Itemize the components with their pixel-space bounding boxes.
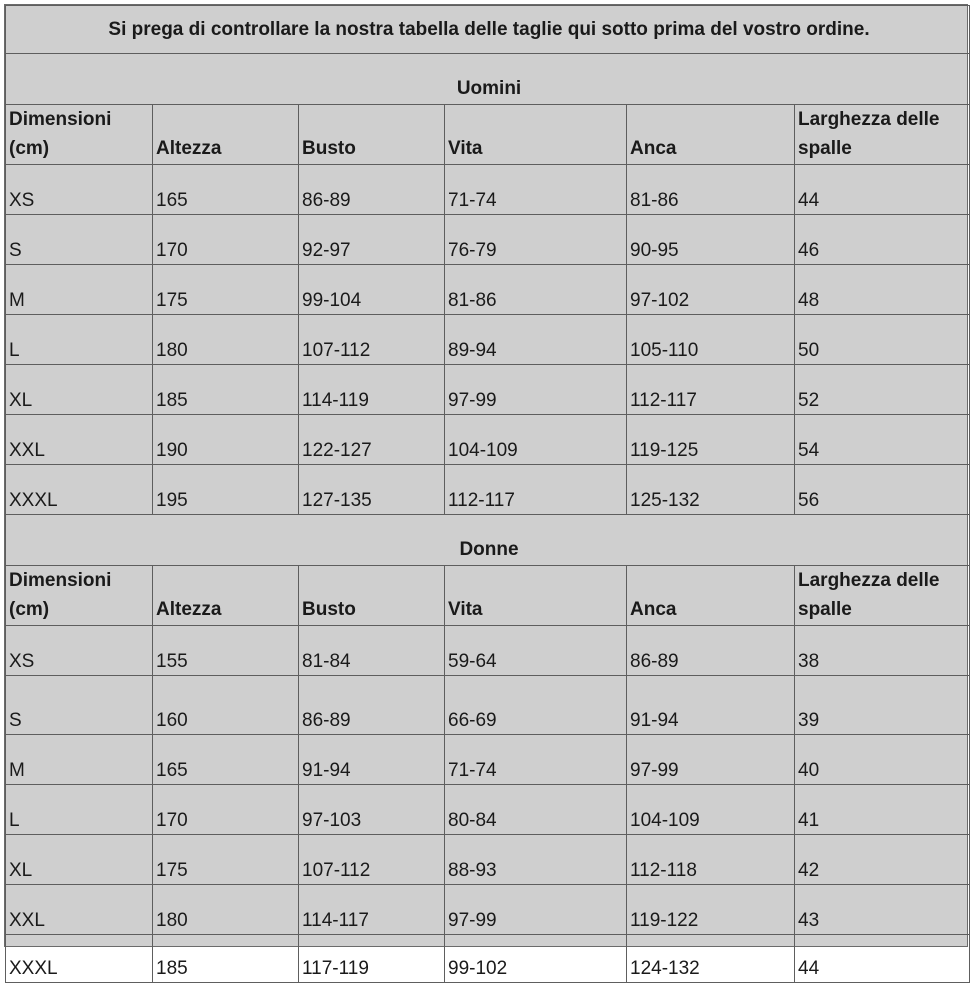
cell-waist: 71-74	[445, 735, 627, 785]
header-shoulder	[795, 105, 970, 165]
cell-hip: 81-86	[627, 165, 795, 215]
header-hip: Anca	[627, 566, 795, 626]
cell-hip: 104-109	[627, 785, 795, 835]
cell-waist: 99-102	[445, 935, 627, 983]
cell-size: XL	[6, 365, 153, 415]
cell-shoulder: 40	[795, 735, 970, 785]
cell-bust: 107-112	[299, 835, 445, 885]
cell-height: 180	[153, 885, 299, 935]
cell-size: XXL	[6, 415, 153, 465]
cell-shoulder: 44	[795, 165, 970, 215]
header-size-line2: (cm)	[9, 599, 50, 620]
cell-shoulder: 41	[795, 785, 970, 835]
cell-shoulder: 54	[795, 415, 970, 465]
cell-waist: 59-64	[445, 626, 627, 676]
cell-waist: 104-109	[445, 415, 627, 465]
cell-height: 170	[153, 215, 299, 265]
cell-size: S	[6, 676, 153, 735]
cell-bust: 114-117	[299, 885, 445, 935]
header-shoulder-line2: spalle	[798, 138, 852, 159]
cell-size: L	[6, 785, 153, 835]
cell-size: M	[6, 265, 153, 315]
cell-hip: 91-94	[627, 676, 795, 735]
table-row	[6, 885, 970, 935]
cell-height: 180	[153, 315, 299, 365]
cell-hip: 90-95	[627, 215, 795, 265]
cell-bust: 114-119	[299, 365, 445, 415]
header-size-line1: Dimensioni	[9, 570, 112, 591]
cell-height: 175	[153, 835, 299, 885]
cell-size: S	[6, 215, 153, 265]
cell-hip: 105-110	[627, 315, 795, 365]
cell-bust: 127-135	[299, 465, 445, 515]
header-shoulder	[795, 566, 970, 626]
cell-hip: 86-89	[627, 626, 795, 676]
header-bust: Busto	[299, 566, 445, 626]
table-row	[6, 215, 970, 265]
cell-hip: 119-122	[627, 885, 795, 935]
cell-shoulder: 38	[795, 626, 970, 676]
header-size	[6, 105, 153, 165]
table-row	[6, 165, 970, 215]
cell-shoulder: 43	[795, 885, 970, 935]
cell-hip: 125-132	[627, 465, 795, 515]
cell-waist: 66-69	[445, 676, 627, 735]
cell-waist: 71-74	[445, 165, 627, 215]
cell-hip: 119-125	[627, 415, 795, 465]
cell-size: XL	[6, 835, 153, 885]
table-row	[6, 365, 970, 415]
cell-bust: 122-127	[299, 415, 445, 465]
cell-size: XXXL	[6, 465, 153, 515]
cell-waist: 97-99	[445, 365, 627, 415]
cell-height: 155	[153, 626, 299, 676]
cell-size: XS	[6, 626, 153, 676]
table-row	[6, 626, 970, 676]
cell-height: 160	[153, 676, 299, 735]
cell-shoulder: 42	[795, 835, 970, 885]
cell-shoulder: 46	[795, 215, 970, 265]
table-row	[6, 465, 970, 515]
cell-height: 165	[153, 735, 299, 785]
cell-bust: 117-119	[299, 935, 445, 983]
women-header-row	[6, 566, 970, 626]
men-section-label: Uomini	[6, 54, 970, 105]
cell-waist: 81-86	[445, 265, 627, 315]
men-section-row	[6, 54, 970, 105]
header-hip: Anca	[627, 105, 795, 165]
cell-bust: 86-89	[299, 676, 445, 735]
header-shoulder-line1: Larghezza delle	[798, 570, 940, 591]
cell-hip: 97-102	[627, 265, 795, 315]
table-row	[6, 785, 970, 835]
cell-waist: 112-117	[445, 465, 627, 515]
header-size-line2: (cm)	[9, 138, 50, 159]
table-row	[6, 835, 970, 885]
cell-hip: 97-99	[627, 735, 795, 785]
cell-size: XXL	[6, 885, 153, 935]
table-row	[6, 676, 970, 735]
table-row	[6, 415, 970, 465]
cell-shoulder: 39	[795, 676, 970, 735]
cell-height: 170	[153, 785, 299, 835]
men-header-row	[6, 105, 970, 165]
header-bust: Busto	[299, 105, 445, 165]
cell-bust: 91-94	[299, 735, 445, 785]
header-shoulder-line2: spalle	[798, 599, 852, 620]
cell-size: M	[6, 735, 153, 785]
cell-bust: 99-104	[299, 265, 445, 315]
cell-height: 185	[153, 935, 299, 983]
cell-waist: 97-99	[445, 885, 627, 935]
cell-waist: 89-94	[445, 315, 627, 365]
women-section-row	[6, 515, 970, 566]
cell-height: 185	[153, 365, 299, 415]
table-row	[6, 935, 970, 983]
cell-bust: 107-112	[299, 315, 445, 365]
cell-waist: 88-93	[445, 835, 627, 885]
cell-size: XS	[6, 165, 153, 215]
size-chart-table	[5, 5, 970, 983]
cell-waist: 76-79	[445, 215, 627, 265]
cell-bust: 86-89	[299, 165, 445, 215]
cell-height: 190	[153, 415, 299, 465]
cell-bust: 92-97	[299, 215, 445, 265]
table-row	[6, 735, 970, 785]
header-shoulder-line1: Larghezza delle	[798, 109, 940, 130]
header-height: Altezza	[153, 105, 299, 165]
cell-hip: 112-117	[627, 365, 795, 415]
table-row	[6, 315, 970, 365]
header-size-line1: Dimensioni	[9, 109, 112, 130]
women-section-label: Donne	[6, 515, 970, 566]
cell-bust: 81-84	[299, 626, 445, 676]
header-waist: Vita	[445, 566, 627, 626]
cell-height: 195	[153, 465, 299, 515]
cell-shoulder: 56	[795, 465, 970, 515]
cell-hip: 112-118	[627, 835, 795, 885]
cell-shoulder: 44	[795, 935, 970, 983]
table-row	[6, 265, 970, 315]
title-row	[6, 6, 970, 54]
cell-height: 175	[153, 265, 299, 315]
page-title: Si prega di controllare la nostra tabella delle taglie qui sotto prima del vostro ordine.	[6, 6, 970, 54]
cell-bust: 97-103	[299, 785, 445, 835]
cell-waist: 80-84	[445, 785, 627, 835]
cell-size: XXXL	[6, 935, 153, 983]
header-height: Altezza	[153, 566, 299, 626]
header-waist: Vita	[445, 105, 627, 165]
cell-size: L	[6, 315, 153, 365]
cell-shoulder: 52	[795, 365, 970, 415]
cell-shoulder: 50	[795, 315, 970, 365]
cell-hip: 124-132	[627, 935, 795, 983]
cell-shoulder: 48	[795, 265, 970, 315]
header-size	[6, 566, 153, 626]
size-chart-sheet	[4, 4, 968, 979]
cell-height: 165	[153, 165, 299, 215]
